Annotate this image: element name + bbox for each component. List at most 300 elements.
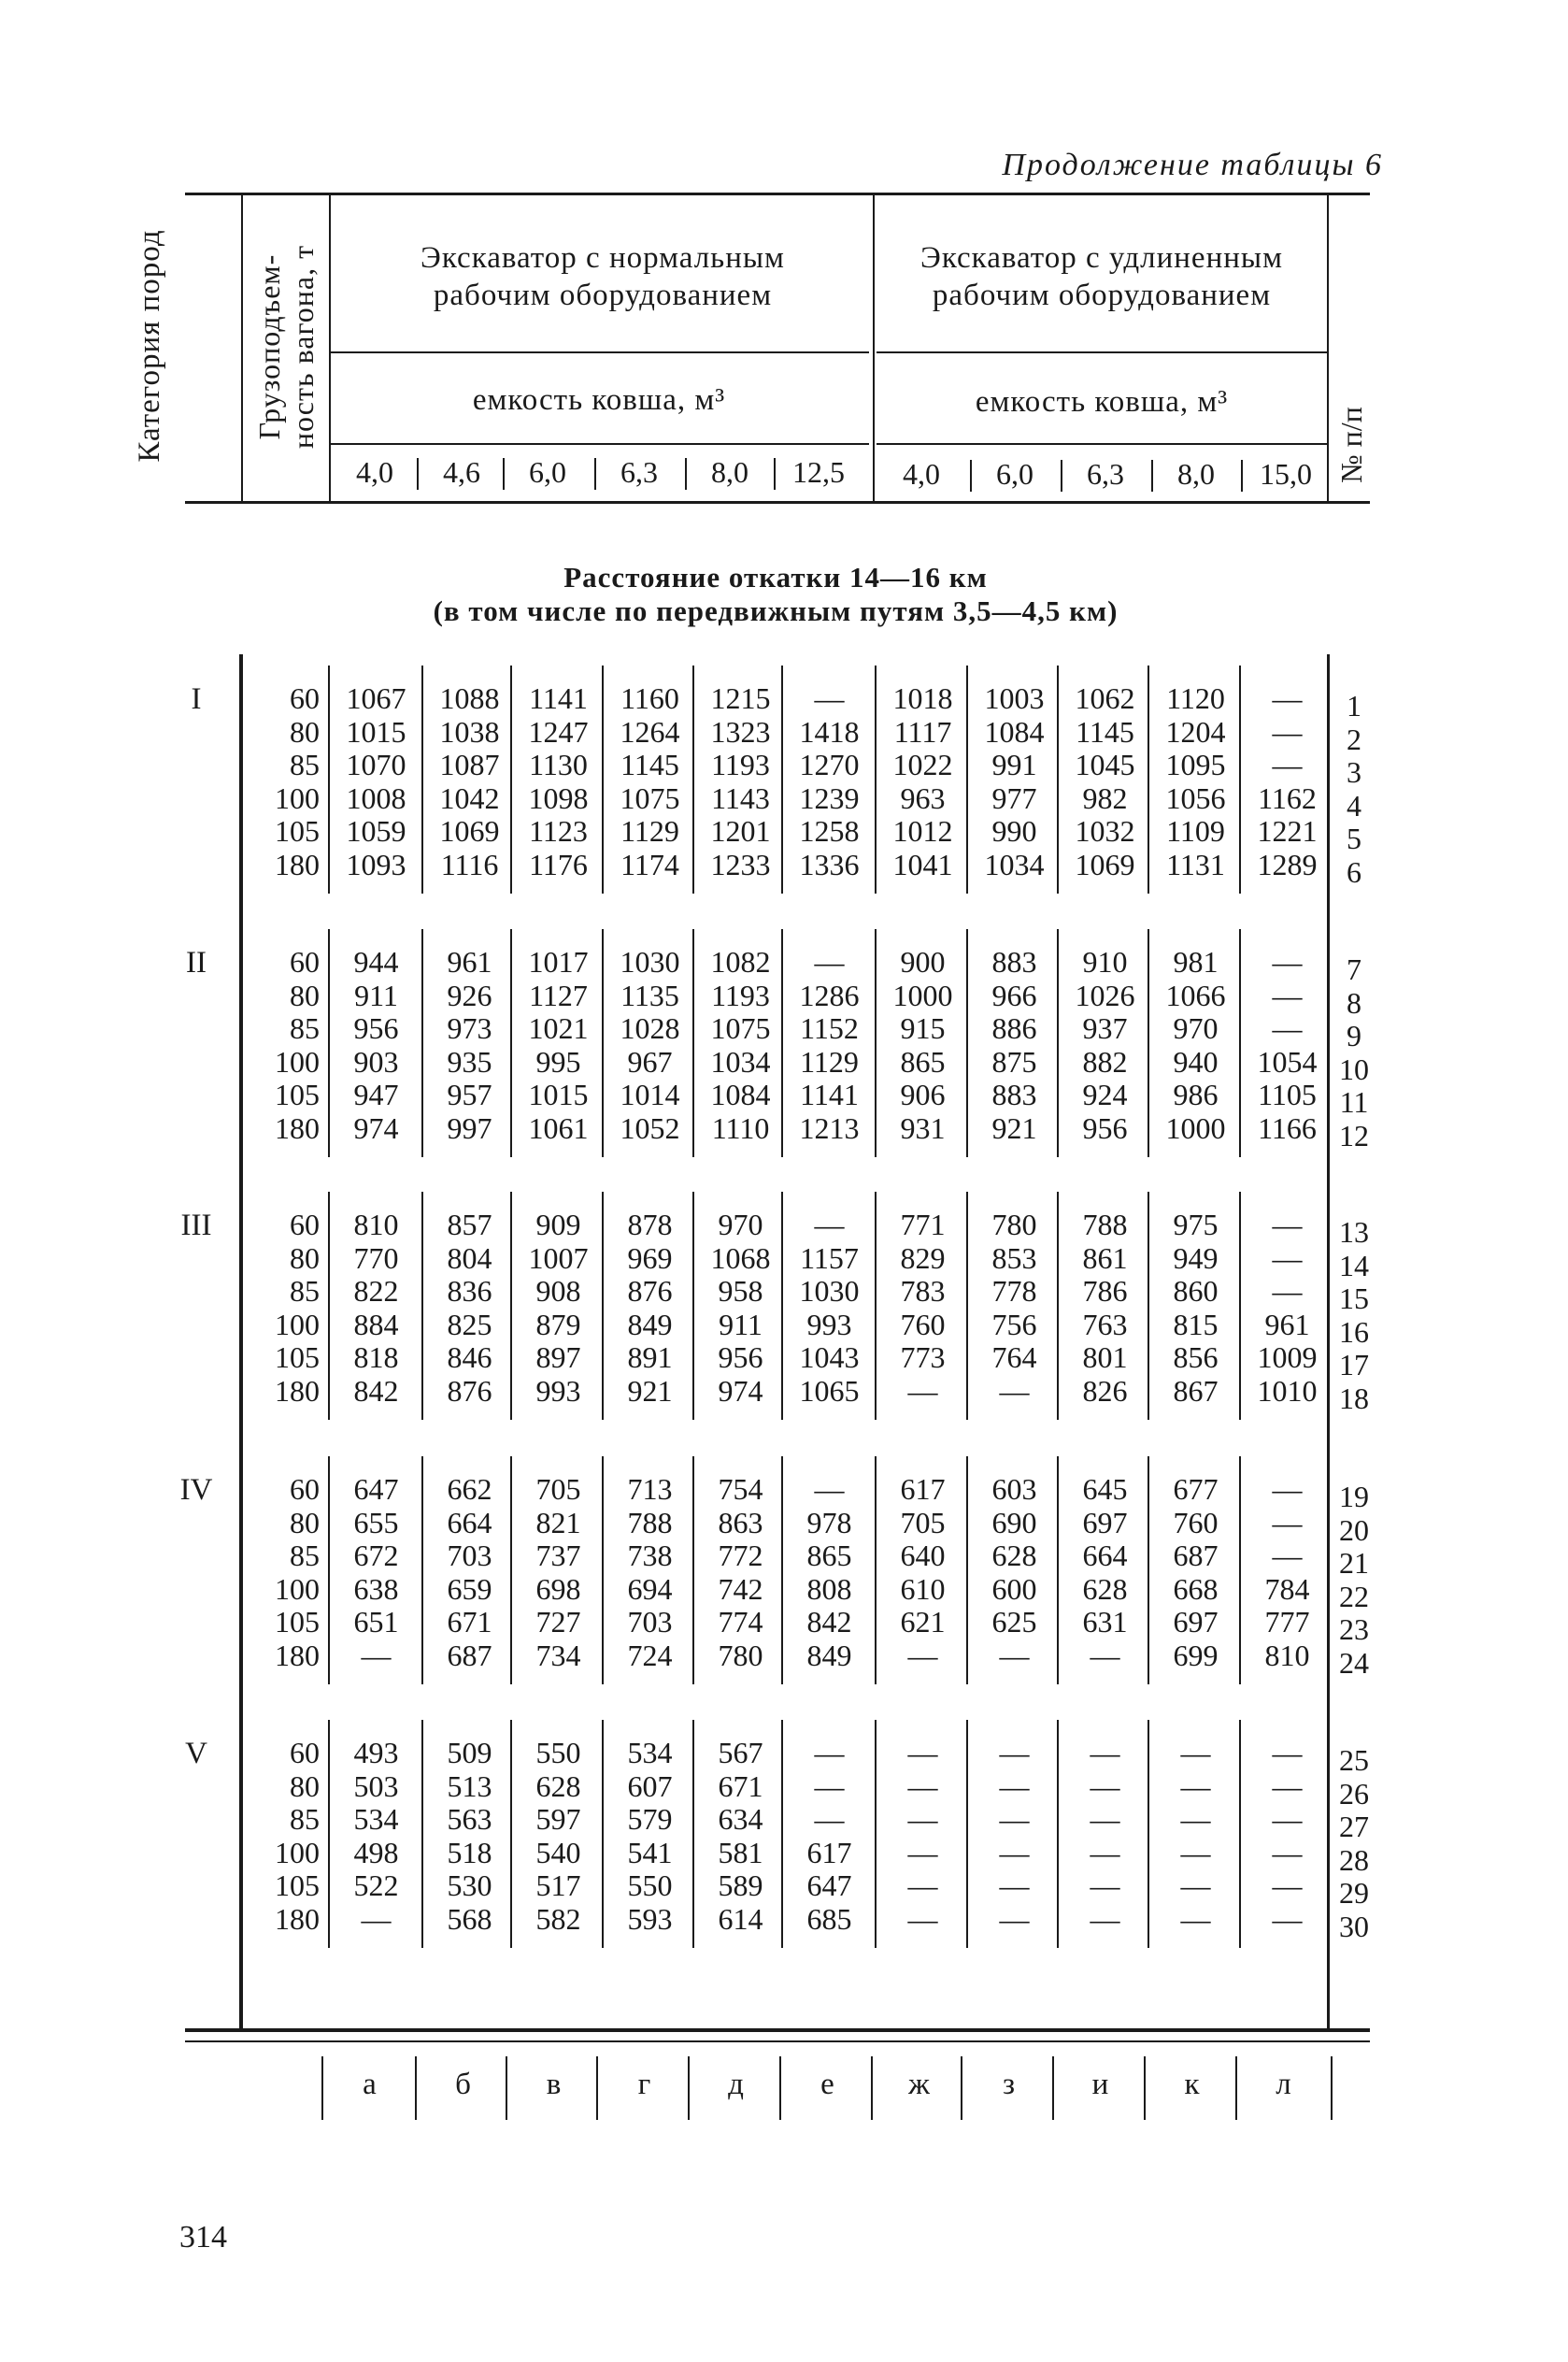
table-cell: 788	[1082, 1208, 1128, 1241]
column-letter: к	[1184, 2068, 1200, 2101]
table-cell: 509	[447, 1736, 492, 1769]
tonnage-cell: 100	[275, 1835, 320, 1869]
table-cell: 846	[447, 1340, 492, 1375]
tonnage-cell: 60	[290, 945, 320, 979]
column-separator	[966, 1720, 968, 1948]
table-cell: —	[361, 1639, 392, 1672]
table-cell: 1030	[620, 945, 680, 979]
table-cell: 993	[535, 1374, 581, 1408]
header-bottom-rule	[185, 501, 1370, 504]
table-cell: —	[1180, 1835, 1211, 1869]
table-cell: 780	[718, 1639, 763, 1672]
table-cell: 1028	[620, 1011, 680, 1046]
bucket-capacity-extended: 4,0	[903, 457, 940, 491]
table-cell: 884	[353, 1307, 399, 1341]
bottom-rule-2	[185, 2040, 1370, 2042]
table-cell: 801	[1082, 1340, 1128, 1375]
footer-separator	[961, 2056, 962, 2120]
tonnage-cell: 60	[290, 1736, 320, 1769]
table-cell: 1000	[1165, 1111, 1226, 1145]
capacity-separator	[685, 458, 687, 490]
table-cell: —	[1272, 1768, 1303, 1803]
column-separator	[1239, 929, 1241, 1157]
footer-separator	[415, 2056, 417, 2120]
table-cell: 911	[719, 1307, 763, 1341]
bucket-capacity-extended: 8,0	[1177, 457, 1215, 491]
table-cell: 863	[718, 1505, 763, 1539]
table-cell: 582	[535, 1902, 581, 1936]
table-cell: 865	[806, 1539, 852, 1573]
table-cell: 671	[447, 1605, 492, 1639]
table-cell: 694	[627, 1571, 673, 1606]
tonnage-cell: 180	[275, 1639, 320, 1672]
header-normal-title: Экскаватор с нормальным рабочим оборудованием	[421, 241, 785, 312]
table-cell: —	[1180, 1902, 1211, 1936]
table-cell: 645	[1082, 1472, 1128, 1506]
table-cell: 1129	[800, 1044, 859, 1079]
tonnage-cell: 60	[290, 1472, 320, 1506]
column-separator	[966, 1192, 968, 1420]
table-cell: —	[907, 1868, 938, 1903]
table-cell: —	[999, 1802, 1030, 1837]
table-cell: 1038	[439, 714, 500, 749]
table-cell: 1000	[892, 978, 953, 1012]
header-row-no: № п/п	[1334, 407, 1368, 483]
table-cell: 815	[1173, 1307, 1219, 1341]
column-separator	[510, 929, 512, 1157]
column-separator	[421, 1456, 423, 1684]
table-cell: 703	[447, 1539, 492, 1573]
table-cell: 518	[447, 1835, 492, 1869]
table-cell: 1135	[620, 978, 679, 1012]
tonnage-cell: 80	[290, 714, 320, 749]
table-cell: 647	[806, 1868, 852, 1903]
table-cell: 567	[718, 1736, 763, 1769]
table-cell: 897	[535, 1340, 581, 1375]
capacity-separator	[970, 460, 972, 492]
table-cell: 724	[627, 1639, 673, 1672]
row-number: 22	[1339, 1579, 1369, 1613]
table-cell: 1022	[892, 748, 953, 782]
column-letter: в	[546, 2068, 562, 2101]
table-cell: 836	[447, 1274, 492, 1309]
column-separator	[510, 666, 512, 894]
table-cell: 991	[991, 748, 1037, 782]
table-cell: 621	[900, 1605, 946, 1639]
table-cell: 1087	[439, 748, 500, 782]
tonnage-cell: 80	[290, 1505, 320, 1539]
table-cell: 1193	[711, 978, 770, 1012]
table-cell: 727	[535, 1605, 581, 1639]
table-cell: —	[1272, 1240, 1303, 1275]
column-separator	[1147, 1720, 1149, 1948]
table-cell: 522	[353, 1868, 399, 1903]
table-cell: 924	[1082, 1078, 1128, 1112]
table-cell: 760	[1173, 1505, 1219, 1539]
table-cell: 949	[1173, 1240, 1219, 1275]
table-cell: 647	[353, 1472, 399, 1506]
table-cell: 957	[447, 1078, 492, 1112]
table-cell: —	[999, 1736, 1030, 1769]
continuation-title: Продолжение таблицы 6	[1002, 148, 1383, 182]
table-cell: 655	[353, 1505, 399, 1539]
column-separator	[781, 666, 783, 894]
table-cell: —	[1090, 1736, 1120, 1769]
table-cell: —	[361, 1902, 392, 1936]
table-cell: —	[814, 1802, 845, 1837]
table-cell: 671	[718, 1768, 763, 1803]
footer-separator	[1144, 2056, 1146, 2120]
capacity-separator	[503, 458, 505, 490]
column-separator	[1239, 666, 1241, 894]
table-cell: 842	[353, 1374, 399, 1408]
column-separator	[692, 1456, 694, 1684]
table-cell: 990	[991, 814, 1037, 849]
table-cell: 1026	[1075, 978, 1135, 1012]
column-separator	[328, 1720, 330, 1948]
table-cell: 1082	[710, 945, 771, 979]
table-cell: 1008	[346, 780, 406, 815]
table-cell: —	[1090, 1868, 1120, 1903]
table-cell: 593	[627, 1902, 673, 1936]
table-cell: —	[1090, 1902, 1120, 1936]
table-cell: 981	[1173, 945, 1219, 979]
table-cell: 1054	[1257, 1044, 1318, 1079]
table-cell: 997	[447, 1111, 492, 1145]
table-cell: —	[814, 1208, 845, 1241]
table-cell: 1145	[620, 748, 679, 782]
column-separator	[692, 1720, 694, 1948]
table-cell: 783	[900, 1274, 946, 1309]
table-cell: 1264	[620, 714, 680, 749]
table-cell: —	[1180, 1736, 1211, 1769]
bucket-capacity-extended: 6,0	[996, 457, 1033, 491]
table-cell: 628	[991, 1539, 1037, 1573]
row-number: 13	[1339, 1215, 1369, 1249]
row-number: 23	[1339, 1612, 1369, 1647]
column-separator	[510, 1456, 512, 1684]
table-cell: —	[1272, 1505, 1303, 1539]
column-separator	[1239, 1192, 1241, 1420]
table-cell: 664	[1082, 1539, 1128, 1573]
table-cell: 1059	[346, 814, 406, 849]
table-cell: —	[1180, 1868, 1211, 1903]
table-cell: 966	[991, 978, 1037, 1012]
table-cell: 1129	[620, 814, 679, 849]
table-cell: 975	[1173, 1208, 1219, 1241]
table-cell: 883	[991, 945, 1037, 979]
table-cell: 659	[447, 1571, 492, 1606]
row-number: 25	[1339, 1743, 1369, 1777]
table-cell: 1127	[529, 978, 588, 1012]
table-cell: 603	[991, 1472, 1037, 1506]
table-cell: —	[1272, 1539, 1303, 1573]
table-cell: 908	[535, 1274, 581, 1309]
table-cell: 672	[353, 1539, 399, 1573]
column-separator	[602, 1192, 604, 1420]
tonnage-cell: 100	[275, 1044, 320, 1079]
footer-separator	[321, 2056, 323, 2120]
table-cell: 974	[353, 1111, 399, 1145]
table-cell: 625	[991, 1605, 1037, 1639]
table-cell: 878	[627, 1208, 673, 1241]
table-cell: 1204	[1165, 714, 1226, 749]
footer-separator	[1331, 2056, 1333, 2120]
table-cell: 1247	[528, 714, 589, 749]
table-cell: 734	[535, 1639, 581, 1672]
tonnage-cell: 85	[290, 1802, 320, 1837]
table-cell: 969	[627, 1240, 673, 1275]
table-cell: —	[1272, 1274, 1303, 1309]
table-cell: 687	[447, 1639, 492, 1672]
row-number: 7	[1347, 952, 1361, 986]
tonnage-cell: 105	[275, 814, 320, 849]
row-number: 4	[1347, 788, 1361, 823]
table-cell: 1034	[710, 1044, 771, 1079]
header-vline-1	[241, 193, 243, 503]
column-separator	[1239, 1720, 1241, 1948]
table-cell: 982	[1082, 780, 1128, 815]
column-separator	[421, 929, 423, 1157]
table-cell: 1215	[710, 681, 771, 715]
table-cell: 1143	[711, 780, 770, 815]
table-cell: 825	[447, 1307, 492, 1341]
table-cell: —	[814, 1736, 845, 1769]
table-cell: 1098	[528, 780, 589, 815]
header-extended-subrule	[877, 351, 1327, 353]
row-number: 21	[1339, 1546, 1369, 1581]
table-cell: 1009	[1257, 1340, 1318, 1375]
tonnage-cell: 100	[275, 1307, 320, 1341]
column-separator	[1057, 666, 1059, 894]
table-cell: 600	[991, 1571, 1037, 1606]
tonnage-cell: 105	[275, 1605, 320, 1639]
table-cell: 875	[991, 1044, 1037, 1079]
column-separator	[875, 1456, 877, 1684]
table-cell: 909	[535, 1208, 581, 1241]
table-cell: 1068	[710, 1240, 771, 1275]
table-cell: 886	[991, 1011, 1037, 1046]
table-cell: 780	[991, 1208, 1037, 1241]
tonnage-cell: 85	[290, 748, 320, 782]
column-separator	[602, 666, 604, 894]
table-cell: 1056	[1165, 780, 1226, 815]
table-cell: 956	[353, 1011, 399, 1046]
table-cell: 1201	[710, 814, 771, 849]
table-cell: —	[999, 1868, 1030, 1903]
tonnage-cell: 100	[275, 780, 320, 815]
table-cell: 867	[1173, 1374, 1219, 1408]
table-cell: 876	[627, 1274, 673, 1309]
table-cell: 651	[353, 1605, 399, 1639]
column-separator	[875, 1192, 877, 1420]
table-cell: —	[1272, 1868, 1303, 1903]
table-cell: —	[1272, 1902, 1303, 1936]
table-cell: 857	[447, 1208, 492, 1241]
row-number: 10	[1339, 1052, 1369, 1086]
bucket-capacity-normal: 8,0	[711, 455, 748, 489]
table-cell: 1145	[1076, 714, 1134, 749]
table-cell: —	[1272, 978, 1303, 1012]
table-cell: 826	[1082, 1374, 1128, 1408]
tonnage-cell: 85	[290, 1539, 320, 1573]
table-cell: 1270	[799, 748, 860, 782]
table-cell: 958	[718, 1274, 763, 1309]
table-cell: 770	[353, 1240, 399, 1275]
bucket-capacity-normal: 6,0	[529, 455, 566, 489]
table-cell: 668	[1173, 1571, 1219, 1606]
table-cell: 1166	[1258, 1111, 1317, 1145]
table-cell: —	[999, 1639, 1030, 1672]
table-cell: —	[1272, 1472, 1303, 1506]
column-separator	[875, 1720, 877, 1948]
table-cell: 1093	[346, 848, 406, 881]
header-normal-caprule	[329, 443, 869, 445]
capacity-separator	[1241, 460, 1243, 492]
row-number: 28	[1339, 1842, 1369, 1877]
category-label: I	[191, 682, 202, 716]
table-cell: 1018	[892, 681, 953, 715]
table-cell: —	[1272, 1208, 1303, 1241]
table-cell: 900	[900, 945, 946, 979]
table-cell: —	[907, 1374, 938, 1408]
table-cell: 1084	[710, 1078, 771, 1112]
table-cell: 1286	[799, 978, 860, 1012]
header-extended-title: Экскаватор с удлиненным рабочим оборудованием	[920, 241, 1283, 312]
table-cell: 597	[535, 1802, 581, 1837]
footer-separator	[1052, 2056, 1054, 2120]
row-number: 17	[1339, 1348, 1369, 1382]
table-cell: 961	[1264, 1307, 1310, 1341]
table-cell: 1069	[1075, 848, 1135, 881]
table-cell: 1233	[710, 848, 771, 881]
column-separator	[966, 1456, 968, 1684]
tonnage-cell: 180	[275, 848, 320, 881]
table-cell: 634	[718, 1802, 763, 1837]
header-vline-4	[1327, 193, 1329, 503]
table-cell: 1213	[799, 1111, 860, 1145]
table-cell: 1117	[893, 714, 952, 749]
table-cell: 760	[900, 1307, 946, 1341]
column-separator	[781, 1456, 783, 1684]
row-number: 8	[1347, 985, 1361, 1020]
table-cell: 617	[900, 1472, 946, 1506]
table-cell: 1032	[1075, 814, 1135, 849]
table-cell: 1141	[529, 681, 588, 715]
table-cell: 778	[991, 1274, 1037, 1309]
column-separator	[692, 929, 694, 1157]
table-cell: 1176	[529, 848, 588, 881]
table-cell: 786	[1082, 1274, 1128, 1309]
header-top-rule	[185, 193, 1370, 195]
header-category: Категория пород	[133, 229, 166, 463]
table-cell: 628	[1082, 1571, 1128, 1606]
table-cell: 1015	[346, 714, 406, 749]
column-letter: з	[1002, 2068, 1016, 2101]
table-cell: 808	[806, 1571, 852, 1606]
table-cell: 891	[627, 1340, 673, 1375]
table-cell: 738	[627, 1539, 673, 1573]
table-cell: —	[1090, 1768, 1120, 1803]
table-cell: 640	[900, 1539, 946, 1573]
table-cell: 967	[627, 1044, 673, 1079]
table-cell: 849	[627, 1307, 673, 1341]
table-cell: 1120	[1166, 681, 1225, 715]
table-cell: 911	[354, 978, 398, 1012]
table-cell: 1045	[1075, 748, 1135, 782]
tonnage-cell: 85	[290, 1011, 320, 1046]
table-cell: —	[999, 1768, 1030, 1803]
column-separator	[602, 1720, 604, 1948]
table-cell: 1041	[892, 848, 953, 881]
table-cell: 713	[627, 1472, 673, 1506]
table-cell: 876	[447, 1374, 492, 1408]
table-cell: —	[1272, 1835, 1303, 1869]
table-cell: 804	[447, 1240, 492, 1275]
table-cell: 860	[1173, 1274, 1219, 1309]
page-number: 314	[179, 2220, 227, 2255]
column-letter: а	[363, 2068, 377, 2101]
table-cell: 1042	[439, 780, 500, 815]
capacity-separator	[1151, 460, 1153, 492]
table-cell: 1007	[528, 1240, 589, 1275]
table-cell: 1157	[800, 1240, 859, 1275]
table-cell: —	[1272, 1736, 1303, 1769]
table-cell: 842	[806, 1605, 852, 1639]
table-cell: —	[1090, 1802, 1120, 1837]
table-cell: 1193	[711, 748, 770, 782]
table-cell: 664	[447, 1505, 492, 1539]
column-separator	[421, 1192, 423, 1420]
table-cell: 853	[991, 1240, 1037, 1275]
table-cell: 705	[900, 1505, 946, 1539]
table-cell: 822	[353, 1274, 399, 1309]
column-separator	[692, 1192, 694, 1420]
capacity-separator	[1061, 460, 1062, 492]
row-number: 9	[1347, 1019, 1361, 1053]
table-cell: 926	[447, 978, 492, 1012]
table-cell: 1034	[984, 848, 1045, 881]
bucket-capacity-normal: 6,3	[620, 455, 658, 489]
column-separator	[1147, 1456, 1149, 1684]
table-cell: —	[1272, 681, 1303, 715]
table-cell: 1061	[528, 1111, 589, 1145]
row-number: 18	[1339, 1381, 1369, 1415]
table-cell: 493	[353, 1736, 399, 1769]
table-cell: 1043	[799, 1340, 860, 1375]
row-number: 12	[1339, 1119, 1369, 1152]
table-cell: —	[1272, 945, 1303, 979]
column-separator	[328, 1192, 330, 1420]
body-vline-left	[239, 654, 243, 2028]
table-cell: 764	[991, 1340, 1037, 1375]
column-separator	[328, 666, 330, 894]
table-cell: 1110	[711, 1111, 770, 1145]
bucket-capacity-normal: 4,0	[356, 455, 393, 489]
row-number: 5	[1347, 822, 1361, 856]
column-separator	[875, 929, 877, 1157]
table-cell: 698	[535, 1571, 581, 1606]
table-cell: 1030	[799, 1274, 860, 1309]
header-normal-subrule	[329, 351, 869, 353]
table-cell: 970	[718, 1208, 763, 1241]
table-cell: 861	[1082, 1240, 1128, 1275]
table-cell: 563	[447, 1802, 492, 1837]
table-cell: 921	[627, 1374, 673, 1408]
table-cell: 986	[1173, 1078, 1219, 1112]
table-cell: 784	[1264, 1571, 1310, 1606]
capacity-separator	[417, 458, 419, 490]
